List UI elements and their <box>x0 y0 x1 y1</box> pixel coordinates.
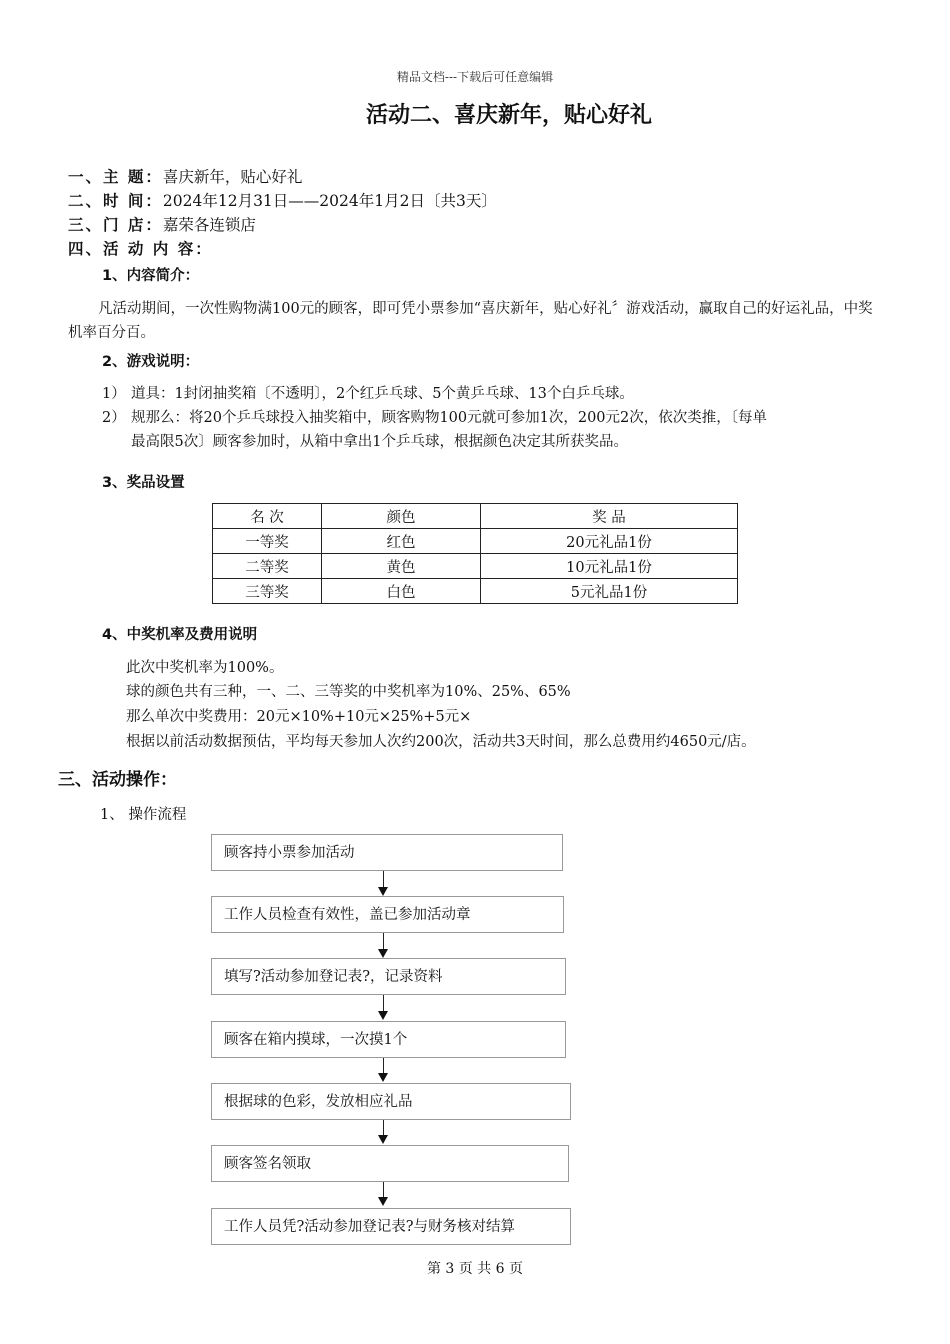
theme-label: 一、主 题： <box>68 168 163 186</box>
flow-connector <box>383 1058 384 1073</box>
game-item-2-number: 2） <box>102 410 126 426</box>
time-label: 二、时 间： <box>68 192 163 210</box>
rank-cell: 一等奖 <box>213 529 322 554</box>
table-row <box>213 554 738 579</box>
intro-heading: 1、内容简介： <box>102 268 200 284</box>
flow-step: 工作人员凭?活动参加登记表?与财务核对结算 <box>211 1208 571 1245</box>
flow-step: 工作人员检查有效性，盖已参加活动章 <box>211 896 564 933</box>
flow-connector <box>383 1120 384 1135</box>
color-cell: 白色 <box>322 579 481 604</box>
document-title: 活动二、喜庆新年，贴心好礼 <box>365 103 652 128</box>
store-value: 嘉荣各连锁店 <box>162 216 256 234</box>
game-item-1: 道具：1封闭抽奖箱〔不透明〕，2个红乒乓球、5个黄乒乓球、13个白乒乓球。 <box>131 386 634 402</box>
game-item-2-line-1: 规那么：将20个乒乓球投入抽奖箱中，顾客购物100元就可参加1次，200元2次，依次类推，〔每单 <box>131 410 767 426</box>
prize-cell: 10元礼品1份 <box>481 554 738 579</box>
rank-cell: 二等奖 <box>213 554 322 579</box>
cost-line-1: 此次中奖机率为100%。 <box>126 660 284 676</box>
game-item-2-line-2: 最高限5次〕顾客参加时，从箱中拿出1个乒乓球，根据颜色决定其所获奖品。 <box>131 434 628 450</box>
cost-line-4: 根据以前活动数据预估，平均每天参加人次约200次，活动共3天时间，那么总费用约4650元/店。 <box>126 734 756 750</box>
flow-step: 顾客持小票参加活动 <box>211 834 563 871</box>
flow-connector <box>383 995 384 1011</box>
column-header-prize: 奖 品 <box>481 504 738 529</box>
store-line <box>68 213 256 237</box>
arrow-down-icon <box>378 1011 388 1020</box>
prize-table-header-row <box>213 504 738 529</box>
color-cell: 黄色 <box>322 554 481 579</box>
theme-value: 喜庆新年，贴心好礼 <box>162 168 303 186</box>
rank-cell: 三等奖 <box>213 579 322 604</box>
table-row <box>213 529 738 554</box>
content-heading <box>68 237 213 261</box>
prize-cell: 5元礼品1份 <box>481 579 738 604</box>
theme-line <box>68 165 302 189</box>
prize-cell: 20元礼品1份 <box>481 529 738 554</box>
arrow-down-icon <box>378 1197 388 1206</box>
table-row <box>213 579 738 604</box>
flow-step: 填写?活动参加登记表?，记录资料 <box>211 958 566 995</box>
flow-heading: 1、 操作流程 <box>100 807 187 823</box>
cost-heading: 4、中奖机率及费用说明 <box>102 627 258 643</box>
arrow-down-icon <box>378 949 388 958</box>
store-label: 三、门 店： <box>68 216 163 234</box>
content-label: 四、活 动 内 容： <box>68 240 213 258</box>
page-footer: 第 3 页 共 6 页 <box>426 1261 524 1277</box>
cost-line-3: 那么单次中奖费用：20元×10%+10元×25%+5元× <box>126 709 472 725</box>
flow-connector <box>383 1182 384 1197</box>
intro-paragraph: 凡活动期间，一次性购物满100元的顾客，即可凭小票参加“喜庆新年，贴心好礼〞游戏活动，赢取自己的好运礼品，中奖机率百分百。 <box>68 301 873 341</box>
arrow-down-icon <box>378 1135 388 1144</box>
time-line <box>68 189 497 213</box>
prize-table <box>212 503 738 604</box>
flow-connector <box>383 871 384 887</box>
color-cell: 红色 <box>322 529 481 554</box>
time-value: 2024年12月31日——2024年1月2日〔共3天〕 <box>162 192 497 210</box>
prize-heading: 3、奖品设置 <box>102 475 185 491</box>
flow-step: 根据球的色彩，发放相应礼品 <box>211 1083 571 1120</box>
arrow-down-icon <box>378 1073 388 1082</box>
cost-line-2: 球的颜色共有三种，一、二、三等奖的中奖机率为10%、25%、65% <box>126 684 571 700</box>
operation-heading-text: 三、活动操作： <box>58 770 177 790</box>
game-heading: 2、游戏说明： <box>102 354 200 370</box>
column-header-color: 颜色 <box>322 504 481 529</box>
flow-step: 顾客签名领取 <box>211 1145 569 1182</box>
flow-connector <box>383 933 384 949</box>
arrow-down-icon <box>378 887 388 896</box>
game-item-1-number: 1） <box>102 386 126 402</box>
column-header-rank: 名 次 <box>213 504 322 529</box>
operation-heading <box>58 768 177 792</box>
flow-step: 顾客在箱内摸球，一次摸1个 <box>211 1021 566 1058</box>
page-header: 精品文档---下载后可任意编辑 <box>396 70 554 84</box>
